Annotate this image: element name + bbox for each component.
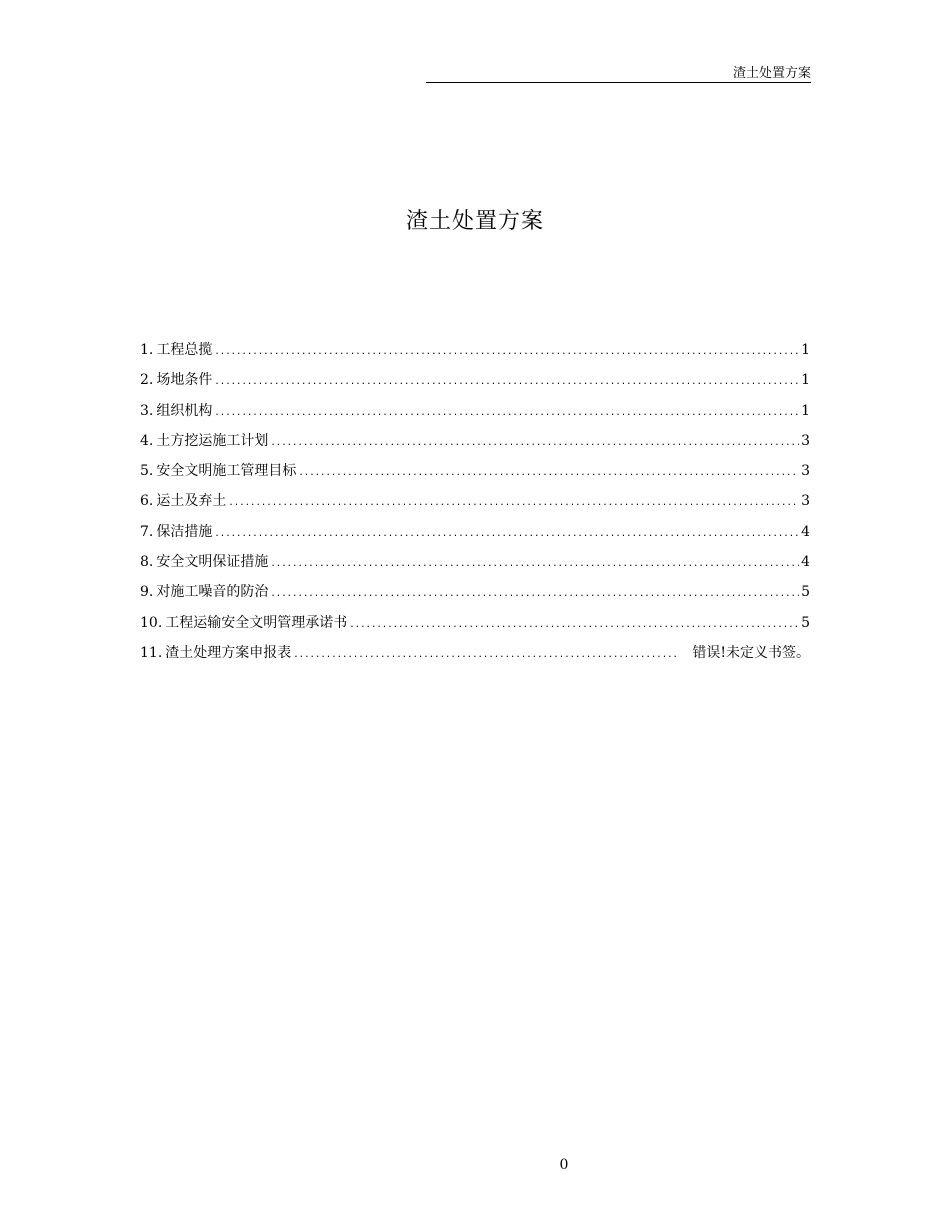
toc-entry[interactable] xyxy=(140,552,810,582)
toc-entry[interactable] xyxy=(140,582,810,612)
toc-entry-page: 3 xyxy=(801,463,810,480)
toc-entry-number: 4. xyxy=(140,432,154,449)
toc-dot-leader xyxy=(298,463,799,483)
toc-dot-leader xyxy=(228,493,799,513)
running-header-title: 渣土处置方案 xyxy=(732,66,811,81)
toc-entry[interactable] xyxy=(140,401,810,431)
toc-entry-page: 1 xyxy=(801,372,810,389)
toc-entry[interactable] xyxy=(140,522,810,552)
toc-dot-leader xyxy=(270,584,799,604)
page-number: 0 xyxy=(559,1157,569,1173)
toc-entry-number: 10. xyxy=(140,614,163,631)
toc-entry[interactable] xyxy=(140,431,810,461)
toc-entry-number: 11. xyxy=(140,644,163,661)
toc-entry[interactable] xyxy=(140,370,810,400)
toc-entry-number: 5. xyxy=(140,463,154,480)
toc-entry-label: 安全文明保证措施 xyxy=(156,554,269,571)
toc-entry-page: 1 xyxy=(801,342,810,358)
toc-entry-number: 1. xyxy=(140,342,154,358)
toc-entry[interactable] xyxy=(140,340,810,370)
toc-entry-label: 对施工噪音的防治 xyxy=(156,584,269,601)
toc-entry[interactable] xyxy=(140,461,810,491)
toc-entry[interactable] xyxy=(140,613,810,643)
toc-entry[interactable] xyxy=(140,643,810,673)
toc-dot-leader xyxy=(214,342,799,362)
header-rule xyxy=(426,82,811,83)
toc-entry-page: 5 xyxy=(801,614,810,631)
toc-dot-leader xyxy=(293,645,680,665)
toc-entry-number: 7. xyxy=(140,523,154,540)
toc-entry-label: 安全文明施工管理目标 xyxy=(156,463,297,480)
toc-entry-number: 3. xyxy=(140,402,154,419)
toc-entry-label: 运土及弃土 xyxy=(156,493,227,510)
toc-entry-label: 土方挖运施工计划 xyxy=(156,432,269,449)
toc-entry-page: 3 xyxy=(801,493,810,510)
toc-entry-number: 2. xyxy=(140,372,154,389)
toc-entry-page: 错误!未定义书签。 xyxy=(692,644,810,661)
toc-entry-number: 9. xyxy=(140,584,154,601)
toc-entry-page: 4 xyxy=(801,554,810,571)
toc-entry-page: 3 xyxy=(801,432,810,449)
toc-entry-label: 保洁措施 xyxy=(156,523,213,540)
toc-entry-label: 场地条件 xyxy=(156,372,213,389)
toc-entry-number: 6. xyxy=(140,493,154,510)
toc-dot-leader xyxy=(270,433,799,453)
toc-dot-leader xyxy=(349,615,799,635)
toc-entry-label: 组织机构 xyxy=(156,402,213,419)
table-of-contents xyxy=(140,340,810,673)
toc-entry-number: 8. xyxy=(140,554,154,571)
toc-dot-leader xyxy=(214,372,799,392)
toc-entry-label: 工程运输安全文明管理承诺书 xyxy=(165,614,348,631)
toc-entry-page: 4 xyxy=(801,523,810,540)
toc-entry-page: 1 xyxy=(801,402,810,419)
toc-entry[interactable] xyxy=(140,491,810,521)
toc-entry-label: 工程总揽 xyxy=(156,342,213,358)
document-title: 渣土处置方案 xyxy=(405,209,544,234)
toc-dot-leader xyxy=(214,524,799,544)
toc-entry-page: 5 xyxy=(801,584,810,601)
toc-entry-label: 渣土处理方案申报表 xyxy=(165,644,292,661)
toc-dot-leader xyxy=(214,403,799,423)
toc-dot-leader xyxy=(270,554,799,574)
